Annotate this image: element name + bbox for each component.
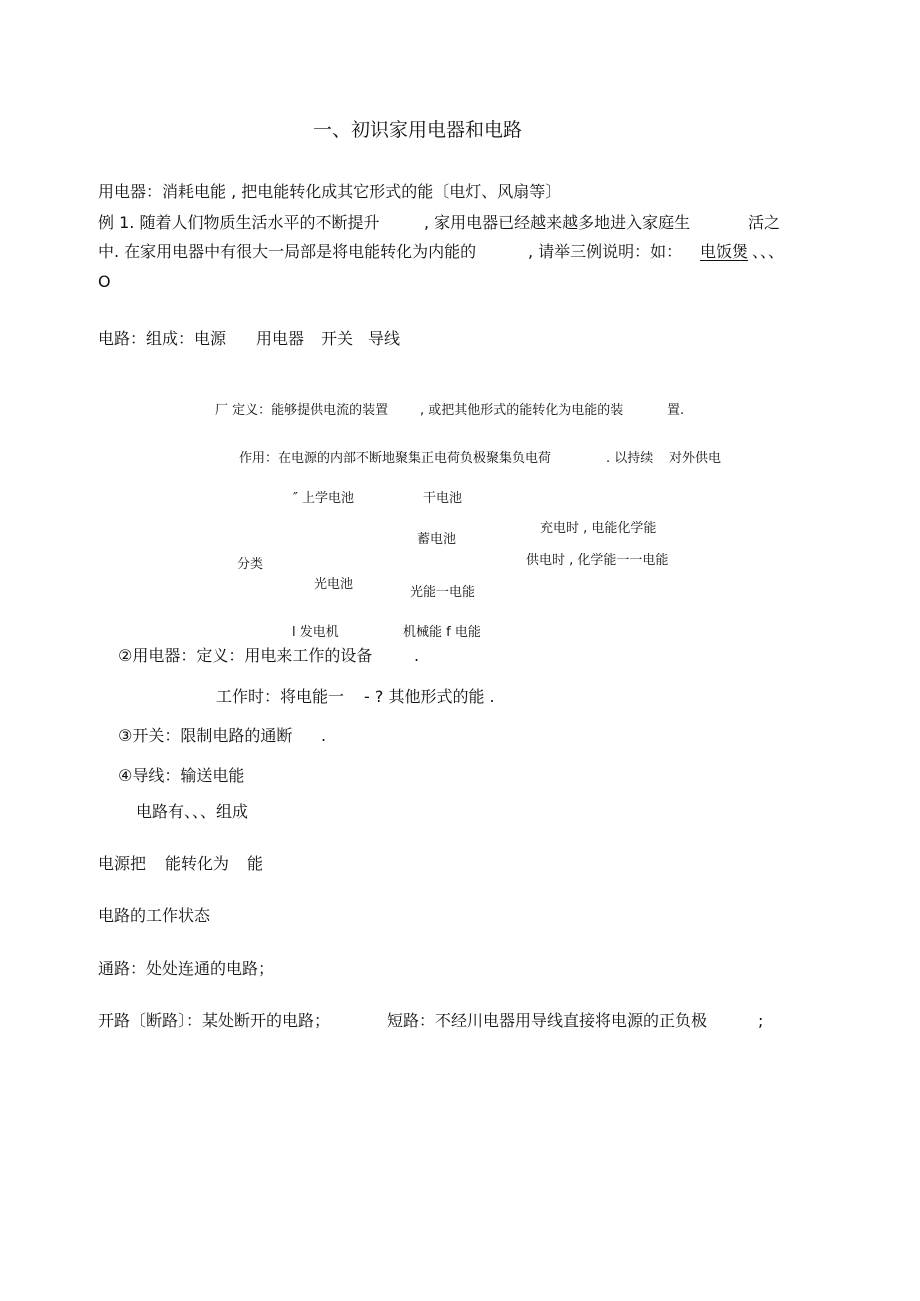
- source-function-b: . 以持续: [606, 451, 654, 466]
- photo-energy: 光能一电能: [410, 585, 476, 600]
- dry-cell: 干电池: [423, 491, 463, 506]
- appliance-definition-b: .: [414, 646, 420, 665]
- short-circuit-a: 短路：不经川电器用导线直接将电源的正负极: [387, 1011, 708, 1030]
- example-line3: O: [98, 272, 111, 291]
- appliance-definition: 用电器：消耗电能 , 把电能转化成其它形式的能〔电灯、风扇等〕: [98, 182, 562, 201]
- page-title: 一、初识家用电器和电路: [313, 119, 523, 141]
- example-line1-c: 活之: [748, 213, 781, 232]
- circuit-item-wire: 导线: [368, 329, 401, 348]
- example-answer: 电饭煲: [700, 242, 749, 261]
- example-line2-a: 中. 在家用电器中有很大一局部是将电能转化为内能的: [98, 242, 477, 261]
- generator: l 发电机: [292, 625, 339, 640]
- mechanical-energy: 机械能 f 电能: [403, 625, 481, 640]
- short-circuit-b: ;: [758, 1011, 764, 1030]
- charging-note: 充电时 , 电能化学能: [540, 521, 657, 536]
- switch-line-a: ③开关：限制电路的通断: [118, 726, 293, 745]
- example-line1-b: , 家用电器已经越来越多地进入家庭生: [424, 213, 691, 232]
- source-converts-c: 能: [247, 854, 264, 873]
- open-circuit: 开路〔断路〕：某处断开的电路；: [98, 1011, 331, 1030]
- source-function-a: 作用：在电源的内部不断地聚集正电荷负极聚集负电荷: [239, 451, 552, 466]
- source-definition-c: 置.: [667, 403, 685, 418]
- source-function-c: 对外供电: [669, 451, 722, 466]
- switch-line-b: .: [321, 726, 327, 745]
- source-converts-b: 能转化为: [165, 854, 230, 873]
- source-converts-a: 电源把: [98, 854, 147, 873]
- source-definition-b: , 或把其他形式的能转化为电能的装: [420, 403, 624, 418]
- chem-battery: ″ 上学电池: [293, 491, 354, 506]
- working-state: 电路的工作状态: [98, 906, 211, 925]
- appliance-working-b: - ? 其他形式的能 .: [364, 687, 495, 706]
- circuit-has: 电路有、、、组成: [136, 802, 249, 821]
- circuit-item-switch: 开关: [321, 329, 354, 348]
- circuit-item-appliance: 用电器: [256, 329, 305, 348]
- wire-line: ④导线：输送电能: [118, 766, 245, 785]
- appliance-working-a: 工作时：将电能一: [216, 687, 345, 706]
- closed-circuit: 通路：处处连通的电路；: [98, 959, 275, 978]
- circuit-composition-label: 电路：组成：电源: [98, 329, 227, 348]
- example-line1-a: 例 1. 随着人们物质生活水平的不断提升: [98, 213, 380, 232]
- source-definition-a: 厂 定义：能够提供电流的装置: [215, 403, 389, 418]
- supplying-note: 供电时 , 化学能一一电能: [526, 553, 669, 568]
- appliance-definition-a: ②用电器：定义：用电来工作的设备: [118, 646, 373, 665]
- storage-battery: 蓄电池: [417, 532, 457, 547]
- classification-label: 分类: [237, 557, 264, 572]
- example-line2-b: , 请举三例说明：如：: [528, 242, 683, 261]
- example-line2-c: 、、、: [752, 242, 785, 261]
- photocell: 光电池: [314, 577, 354, 592]
